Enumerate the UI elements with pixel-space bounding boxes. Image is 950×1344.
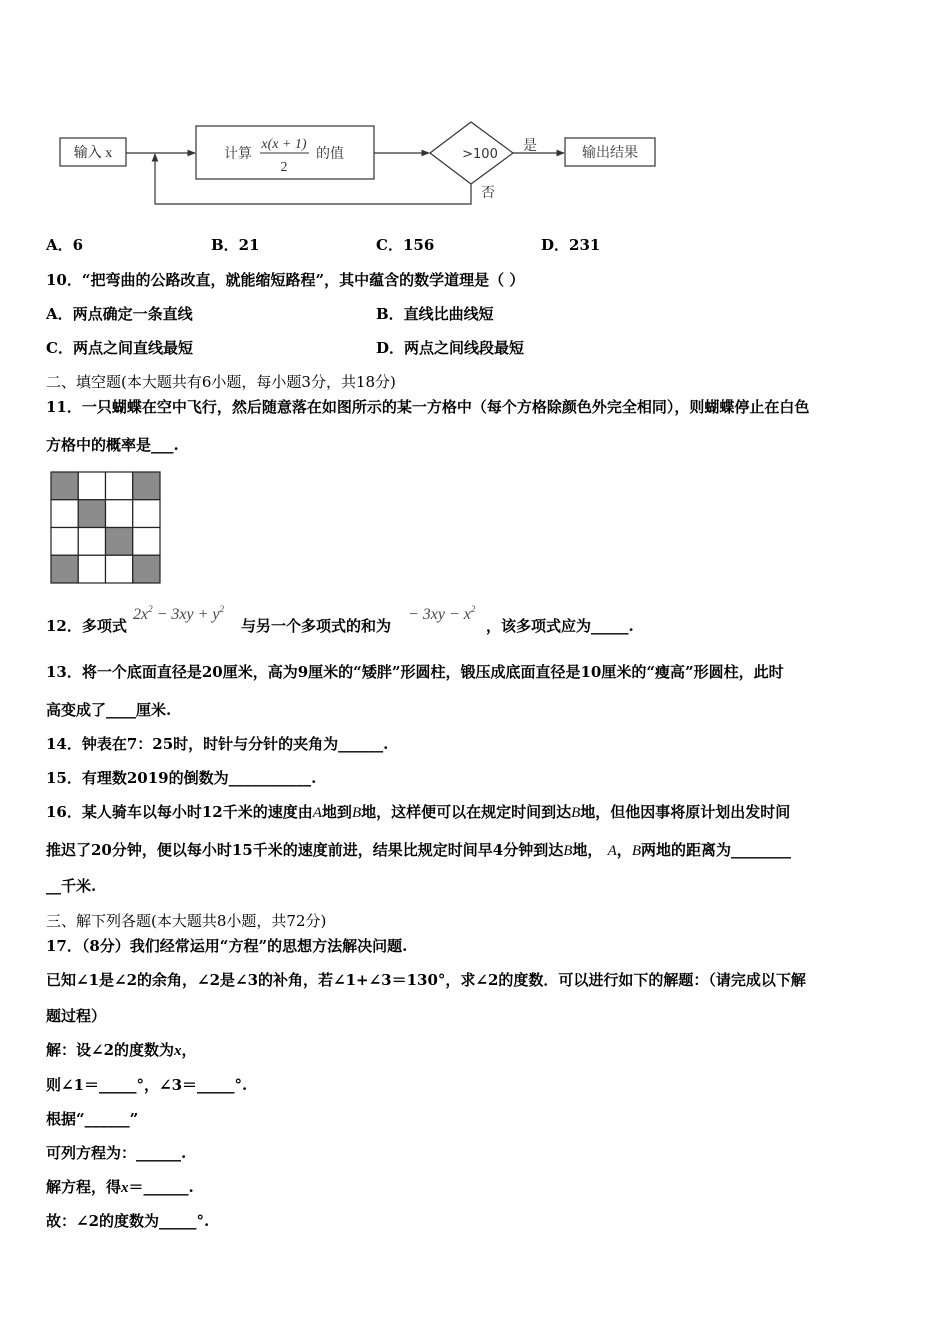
q11-line-1: 11．一只蝴蝶在空中飞行，然后随意落在如图所示的某一方格中（每个方格除颜色外完全相同），则蝴蝶停止在白色 xyxy=(46,398,810,416)
q17-line-1: 已知∠1是∠2的余角，∠2是∠3的补角，若∠1+∠3＝130°，求∠2的度数．可以进行如下的解题：（请完成以下解 xyxy=(46,971,806,989)
q12-suffix: ，该多项式应为_____. xyxy=(486,617,634,635)
q10-stem: 10．“把弯曲的公路改直，就能缩短路程”，其中蕴含的数学道理是（ ） xyxy=(46,271,525,289)
flow-output-label: 输出结果 xyxy=(582,145,638,161)
q9-option-c: C．156 xyxy=(376,236,435,254)
section-2-heading: 二、填空题(本大题共有6小题，每小题3分，共18分) xyxy=(46,373,396,391)
q17-solution-1: 解：设∠2的度数为x， xyxy=(46,1041,197,1059)
grid-cell-white xyxy=(106,472,133,500)
q9-option-a: A．6 xyxy=(46,236,84,254)
grid-cell-shaded xyxy=(51,472,78,500)
grid-cell-shaded xyxy=(106,528,133,556)
q17-solution-5: 解方程，得x＝______. xyxy=(46,1178,194,1196)
q9-option-b: B．21 xyxy=(211,236,260,254)
q17-line-2: 题过程） xyxy=(46,1007,107,1025)
flow-no-label: 否 xyxy=(481,185,495,201)
flow-yes-label: 是 xyxy=(523,138,537,154)
q12-polynomial: $2x^2 - 3xy + y^2$ xyxy=(133,604,225,623)
grid-cell-shaded xyxy=(133,472,160,500)
q17-solution-4: 可列方程为：______. xyxy=(46,1144,187,1162)
q12-middle: 与另一个多项式的和为 xyxy=(241,617,392,635)
grid-cell-shaded xyxy=(51,555,78,583)
grid-cell-white xyxy=(133,528,160,556)
section-3-heading: 三、解下列各题(本大题共8小题，共72分) xyxy=(46,912,327,930)
q10-option-d: D．两点之间线段最短 xyxy=(376,339,525,357)
q17-solution-6: 故：∠2的度数为_____°. xyxy=(46,1212,210,1230)
q16-line-1: 16．某人骑车以每小时12千米的速度由A地到B地，这样便可以在规定时间到达B地，但他因事将原计划出发时间 xyxy=(46,803,791,821)
q12-sum: − $3xy - x^2$ xyxy=(408,604,476,623)
flow-calc-denominator: 2 xyxy=(280,160,288,175)
grid-cell-shaded xyxy=(133,555,160,583)
q16-line-3: __千米. xyxy=(46,877,97,895)
grid-cell-white xyxy=(106,500,133,528)
q11-line-2: 方格中的概率是___. xyxy=(46,436,179,454)
grid-cell-white xyxy=(78,528,105,556)
grid-cell-white xyxy=(51,528,78,556)
flow-calc-prefix: 计算 xyxy=(224,146,252,162)
q14: 14．钟表在7：25时，时针与分针的夹角为______. xyxy=(46,735,389,753)
q17-title: 17．（8分）我们经常运用“方程”的思想方法解决问题. xyxy=(46,937,408,955)
q17-solution-2: 则∠1＝_____°，∠3＝_____°. xyxy=(46,1076,248,1094)
q12-prefix: 12．多项式 xyxy=(46,617,127,635)
flow-calc-numerator: x(x + 1) xyxy=(261,137,307,152)
grid-cell-white xyxy=(78,472,105,500)
flowchart xyxy=(0,110,950,220)
flow-condition-label: >100 xyxy=(462,147,498,162)
grid-cell-white xyxy=(106,555,133,583)
flow-input-label: 输入 x xyxy=(73,146,113,161)
q15: 15．有理数2019的倒数为___________. xyxy=(46,769,317,787)
q10-option-a: A．两点确定一条直线 xyxy=(46,305,193,323)
q11-grid-figure xyxy=(50,471,161,584)
q13-line-2: 高变成了____厘米. xyxy=(46,701,172,719)
grid-cell-white xyxy=(51,500,78,528)
q16-line-2: 推迟了20分钟，便以每小时15千米的速度前进，结果比规定时间早4分钟到达B地， A，B两地的距离为________ xyxy=(46,841,791,859)
q17-solution-3: 根据“______” xyxy=(46,1110,139,1128)
q13-line-1: 13．将一个底面直径是20厘米，高为9厘米的“矮胖”形圆柱，锻压成底面直径是10厘米的“瘦高”形圆柱，此时 xyxy=(46,663,784,681)
grid-cell-white xyxy=(133,500,160,528)
grid-cell-shaded xyxy=(78,500,105,528)
grid-cell-white xyxy=(78,555,105,583)
flow-calc-suffix: 的值 xyxy=(316,146,344,162)
q10-option-b: B．直线比曲线短 xyxy=(376,305,494,323)
q10-option-c: C．两点之间直线最短 xyxy=(46,339,193,357)
q9-option-d: D．231 xyxy=(541,236,601,254)
